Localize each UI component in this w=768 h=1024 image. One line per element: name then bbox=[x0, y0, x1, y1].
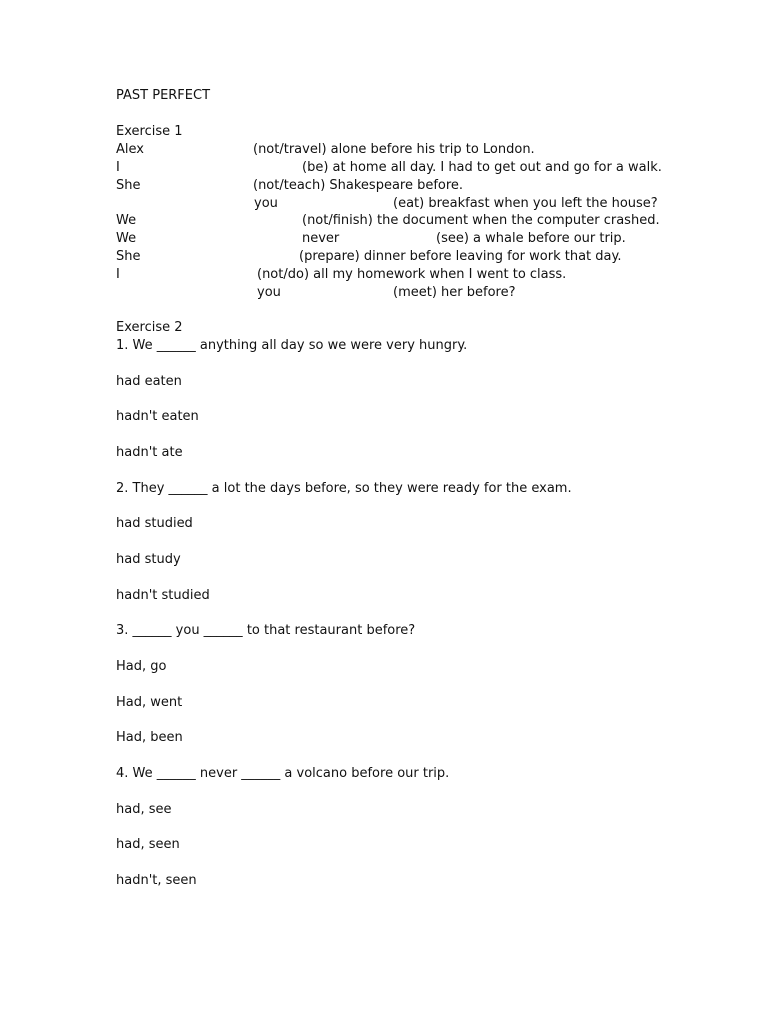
ex1-row8-subject: I bbox=[116, 267, 120, 282]
ex2-q4-option-2: had, seen bbox=[116, 837, 180, 852]
ex2-q1-option-1: had eaten bbox=[116, 374, 182, 389]
ex1-row3-subject: She bbox=[116, 178, 141, 193]
ex2-q2-option-3: hadn't studied bbox=[116, 588, 210, 603]
ex2-q3-option-1: Had, go bbox=[116, 659, 167, 674]
ex1-row4-text: (eat) breakfast when you left the house? bbox=[393, 196, 658, 211]
ex1-row6-text: (see) a whale before our trip. bbox=[436, 231, 626, 246]
ex1-row3-text: (not/teach) Shakespeare before. bbox=[253, 178, 464, 193]
ex1-row6-adverb: never bbox=[302, 231, 340, 246]
ex2-q1-option-2: hadn't eaten bbox=[116, 409, 199, 424]
ex2-q2-option-1: had studied bbox=[116, 516, 193, 531]
exercise2-heading: Exercise 2 bbox=[116, 320, 183, 335]
page-title: PAST PERFECT bbox=[116, 88, 211, 103]
ex1-row5-text: (not/finish) the document when the computer crashed. bbox=[302, 213, 660, 228]
ex1-row9-text: (meet) her before? bbox=[393, 285, 516, 300]
ex1-row4-subject-word: you bbox=[254, 196, 278, 211]
ex1-row8-text: (not/do) all my homework when I went to class. bbox=[257, 267, 567, 282]
ex1-row1-text: (not/travel) alone before his trip to London. bbox=[253, 142, 535, 157]
exercise1-heading: Exercise 1 bbox=[116, 124, 183, 139]
ex1-row7-subject: She bbox=[116, 249, 141, 264]
ex2-question-2: 2. They ______ a lot the days before, so they were ready for the exam. bbox=[116, 481, 572, 496]
ex1-row7-text: (prepare) dinner before leaving for work that day. bbox=[299, 249, 622, 264]
ex2-q3-option-2: Had, went bbox=[116, 695, 183, 710]
ex1-row9-subject-word: you bbox=[257, 285, 281, 300]
ex1-row6-subject: We bbox=[116, 231, 137, 246]
ex2-q2-option-2: had study bbox=[116, 552, 181, 567]
ex2-q1-option-3: hadn't ate bbox=[116, 445, 183, 460]
ex2-q3-option-3: Had, been bbox=[116, 730, 183, 745]
ex2-question-3: 3. ______ you ______ to that restaurant before? bbox=[116, 623, 416, 638]
ex1-row1-subject: Alex bbox=[116, 142, 144, 157]
ex2-question-4: 4. We ______ never ______ a volcano before our trip. bbox=[116, 766, 450, 781]
ex2-question-1: 1. We ______ anything all day so we were very hungry. bbox=[116, 338, 468, 353]
ex2-q4-option-3: hadn't, seen bbox=[116, 873, 197, 888]
ex1-row2-subject: I bbox=[116, 160, 120, 175]
ex1-row2-text: (be) at home all day. I had to get out and go for a walk. bbox=[302, 160, 662, 175]
ex1-row5-subject: We bbox=[116, 213, 137, 228]
ex2-q4-option-1: had, see bbox=[116, 802, 172, 817]
